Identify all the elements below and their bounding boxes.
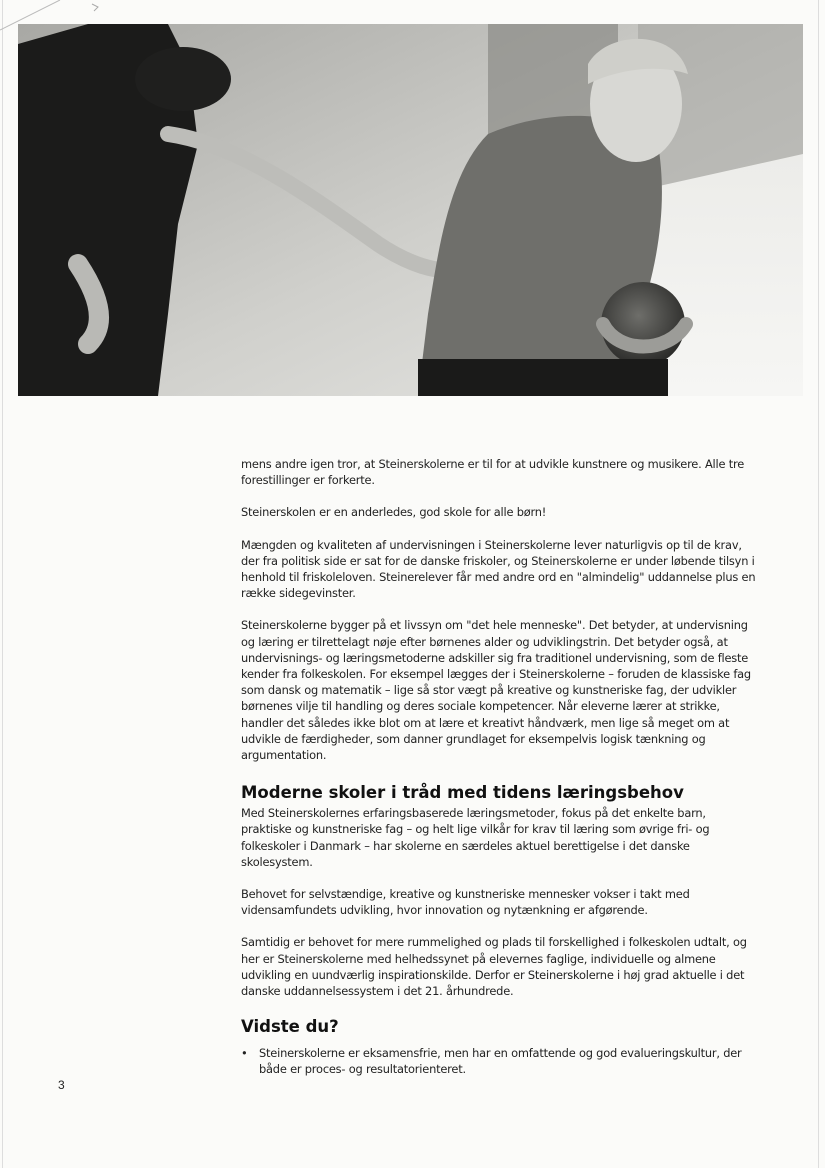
bullet-icon: •	[241, 1046, 248, 1061]
list-item-text: Steinerskolerne er eksamensfrie, men har en omfattende og god evalueringskultur, der både er proces- og resultatorienteret.	[259, 1046, 742, 1077]
header-photo	[18, 24, 803, 396]
fact-list	[241, 1045, 757, 1077]
section-heading: Vidste du?	[241, 1017, 339, 1037]
paragraph: Steinerskolerne bygger på et livssyn om "det hele menneske". Det betyder, at undervisning og læring er tilrettelagt nøje efter børnenes alder og udviklingstrin. Det betyder også, at undervisnings- og læringsmetoderne adskiller sig fra traditionel undervisning, som de fleste kender fra folkeskolen. For eksempel lægges der i Steinerskolerne – foruden de klassiske fag som dansk og matematik – lige så stor vægt på kreative og kunstneriske fag, der udvikler børnenes vilje til handling og deres sociale kompetencer. Når eleverne lærer at strikke, handler det således ikke blot om at lære et kreativt håndværk, men lige så meget om at udvikle de færdigheder, som danner grundlaget for eksempelvis logisk tænkning og argumentation.	[241, 618, 751, 763]
paragraph: Behovet for selvstændige, kreative og kunstneriske mennesker vokser i takt med vidensamfundets udvikling, hvor innovation og nytænkning er afgørende.	[241, 887, 690, 918]
paragraph: Med Steinerskolernes erfaringsbaserede læringsmetoder, fokus på det enkelte barn, praktiske og kunstneriske fag – og helt lige vilkår for krav til læring som øvrige fri- og folkeskoler i Danmark – har skolerne en særdeles aktuel berettigelse i det danske skolesystem.	[241, 806, 710, 869]
article-body	[241, 456, 757, 1078]
scan-edge-right	[818, 0, 819, 1168]
section-heading: Moderne skoler i tråd med tidens læringsbehov	[241, 783, 684, 803]
photo-girls-playing-ball	[18, 24, 803, 396]
paragraph: Steinerskolen er en anderledes, god skole for alle børn!	[241, 505, 547, 520]
page-number: 3	[58, 1078, 65, 1092]
scan-edge-left	[2, 0, 3, 1168]
paragraph: Samtidig er behovet for mere rummelighed og plads til forskellighed i folkeskolen udtalt, og her er Steinerskolerne med helhedssynet på elevernes faglige, individuelle og almene udvikling en uundværlig inspirationskilde. Derfor er Steinerskolerne i høj grad aktuelle i det danske uddannelsessystem i det 21. århundrede.	[241, 935, 747, 999]
paragraph: Mængden og kvaliteten af undervisningen i Steinerskolerne lever naturligvis op til de krav, der fra politisk side er sat for de danske friskoler, og Steinerskolerne er under løbende tilsyn i henhold til friskoleloven. Steinerelever får med andre ord en "almindelig" uddannelse plus en række sidegevinster.	[241, 537, 756, 601]
paragraph: mens andre igen tror, at Steinerskolerne er til for at udvikle kunstnere og musikere. Alle tre forestillinger er forkerte.	[241, 457, 745, 488]
list-item	[241, 1045, 757, 1077]
